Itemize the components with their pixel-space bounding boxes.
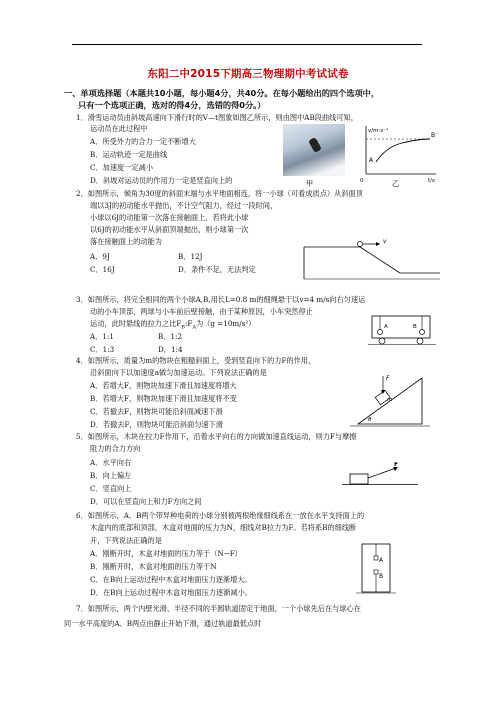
q2-option-b: B．12J xyxy=(178,252,203,261)
q7-stem-line-2: 同一水平高度的A、B两点由静止开始下滑，通过轨道最低点时 xyxy=(64,619,262,628)
q1-label-yi: 乙 xyxy=(392,179,400,188)
ball-a-marker xyxy=(374,556,378,560)
q4-option-d: D．若撤去F，则物块可能沿斜面匀速下滑 xyxy=(90,420,223,429)
vt-point-a: A xyxy=(369,157,374,164)
q6-stem-line-2: 木盒内的底部和顶部，木盒对地面的压力为N，细线对B拉力为F。若将系B的细线断 xyxy=(90,523,357,532)
q1-skier-photo xyxy=(283,124,345,176)
q3-stem-line-1: 3．如图所示，将完全相同的两个小球A,B,用长L=0.8 m的细绳悬于以v=4 m/s向右匀速运 xyxy=(76,295,366,304)
box-label-a: A xyxy=(379,557,384,564)
cart-wheel-right xyxy=(417,338,423,344)
section-header xyxy=(64,87,434,111)
section-header-line-1: 一、单项选择题（本题共10小题，每小题4分，共40分。在每小题给出的四个选项中， xyxy=(64,88,380,98)
vt-y-label: v/m·s⁻¹ xyxy=(368,128,389,134)
cart-wheel-left xyxy=(379,338,385,344)
q3-option-d: D．1:4 xyxy=(158,345,183,354)
q1-vt-graph xyxy=(356,122,440,186)
skier-figure xyxy=(308,137,322,153)
q3-sub-b: B xyxy=(181,324,185,331)
ball-b xyxy=(420,330,425,335)
q6-option-d: D．在B向上运动过程中木盒对地面压力逐渐减小。 xyxy=(90,588,252,597)
q3-colon-f: :F xyxy=(184,319,193,328)
q1-option-a: A．所受外力的合力一定不断增大 xyxy=(90,137,196,146)
section-header-line-2: 只有一个选项正确，选对的得4分，选错的得0分。） xyxy=(78,100,266,110)
incline-slope xyxy=(360,247,400,273)
q1-label-jia: 甲 xyxy=(306,179,314,188)
ball-b-marker xyxy=(374,570,378,574)
cart-label-b: B xyxy=(413,324,417,330)
q2-stem-line-4: 以6J的初动能水平从斜面顶端抛出，则小球第一次 xyxy=(90,225,249,234)
q4-option-c: C．若撤去F，则物块可能沿斜面减速下滑 xyxy=(90,407,223,416)
q4-stem-line-1: 4．如图所示，质量为m的物块在粗糙斜面上，受到竖直向下的力F的作用， xyxy=(76,356,316,365)
q4-incline-figure xyxy=(350,368,430,430)
vt-origin: 0 xyxy=(360,178,364,184)
q2-stem-line-3: 小球以6J的动能第一次落在接触面上．若将此小球 xyxy=(90,213,249,222)
q6-option-c: C．在B向上运动过程中木盒对地面压力逐渐增大。 xyxy=(90,575,252,584)
q2-incline-figure xyxy=(300,233,442,283)
q3-cart-figure xyxy=(368,312,436,348)
q2-stem-line-2: 端以3J的初动能水平抛出，不计空气阻力，经过一段时间， xyxy=(90,201,278,210)
wood-block xyxy=(350,474,368,484)
q2-option-a: A．9J xyxy=(90,252,110,261)
q7-stem-line-1: 7．如图所示，两个内壁光滑、半径不同的半圆轨道固定于地面，一个小球先后在与球心在 xyxy=(76,604,361,613)
q2-stem-line-1: 2．如图所示，倾角为30度的斜面末端与水平地面相连，将一小球（可看成质点）从斜面顶 xyxy=(76,189,363,198)
velocity-arrow-head xyxy=(376,242,380,246)
q3-stem-tail: 为（g =10m/s²） xyxy=(195,319,256,328)
mass-label: m xyxy=(387,397,393,403)
angle-label: θ xyxy=(368,417,372,423)
vt-x-label: t/s xyxy=(428,178,435,184)
q3-option-a: A．1:1 xyxy=(90,332,114,341)
q4-stem-line-2: 沿斜面向下以加速度a做匀加速运动。下列说法正确的是 xyxy=(90,368,267,377)
pull-arrow xyxy=(368,468,396,478)
exam-title: 东阳二中2015下期高三物理期中考试试卷 xyxy=(147,68,349,80)
q1-option-d: D．斜坡对运动员的作用力一定是竖直向上的 xyxy=(90,176,233,185)
q5-option-b: B．向上偏左 xyxy=(90,471,132,480)
q5-stem-line-2: 阻力的合力方向 xyxy=(90,444,141,453)
q5-option-c: C．竖直向上 xyxy=(90,484,132,493)
q6-option-b: B．刚断开时，木盒对地面的压力等于N xyxy=(90,562,217,571)
q3-sub-a: A xyxy=(192,324,196,331)
q1-stem-line-2: 运动员在此过程中 xyxy=(90,124,148,133)
pull-label: F xyxy=(394,462,399,468)
q1-option-b: B．运动轨迹一定是曲线 xyxy=(90,150,168,159)
q2-stem-line-5: 落在接触面上的动能为 xyxy=(90,237,162,246)
q2-option-c: C．16J xyxy=(90,265,115,274)
q5-option-d: D．可以在竖直向上和力F方向之间 xyxy=(90,497,202,506)
velocity-label: v xyxy=(383,238,387,245)
header-rule xyxy=(72,44,422,45)
box-label-b: B xyxy=(379,573,384,580)
q6-option-a: A．刚断开时，木盒对地面的压力等于（N−F） xyxy=(90,549,242,558)
cart-label-a: A xyxy=(384,324,388,330)
q4-option-a: A．若增大F，则物块加速下滑且加速度将增大 xyxy=(90,381,237,390)
q5-block-figure xyxy=(340,462,420,492)
q1-option-c: C．加速度一定减小 xyxy=(90,163,154,172)
q2-option-d: D．条件不足，无法判定 xyxy=(178,265,256,274)
q3-stem-text: 运动，此时悬线的拉力之比F xyxy=(90,319,182,328)
q5-stem-line-1: 5．如图所示，木块在拉力F作用下，沿着水平向右的方向做加速直线运动，则力F与摩擦 xyxy=(76,432,357,441)
q5-option-a: A．水平向右 xyxy=(90,458,132,467)
force-label: F xyxy=(386,375,390,382)
ball xyxy=(358,242,363,247)
q6-stem-line-1: 6．如图所示，A、B两个带异种电荷的小球分别被两根绝缘细线系在一放在水平支持面上的 xyxy=(76,511,365,520)
q1-stem-line-1: 1．滑雪运动员由斜坡高速向下滑行时的V—t图象如图乙所示，则由图中AB段曲线可知， xyxy=(76,113,358,122)
q6-stem-line-3: 开，下列说法正确的是 xyxy=(90,536,162,545)
vt-point-b: B xyxy=(431,132,436,139)
q6-box-figure xyxy=(356,540,396,598)
q3-stem-line-2: 动的小车顶部，两球与小车前后壁接触，由于某种原因，小车突然停止 xyxy=(90,307,313,316)
q3-option-b: B．1:2 xyxy=(158,332,183,341)
q4-option-b: B．若增大F，则物块加速下滑且加速度将不变 xyxy=(90,394,237,403)
q3-option-c: C．1:3 xyxy=(90,345,115,354)
ball-a xyxy=(378,330,383,335)
vt-curve-ab xyxy=(376,139,430,162)
